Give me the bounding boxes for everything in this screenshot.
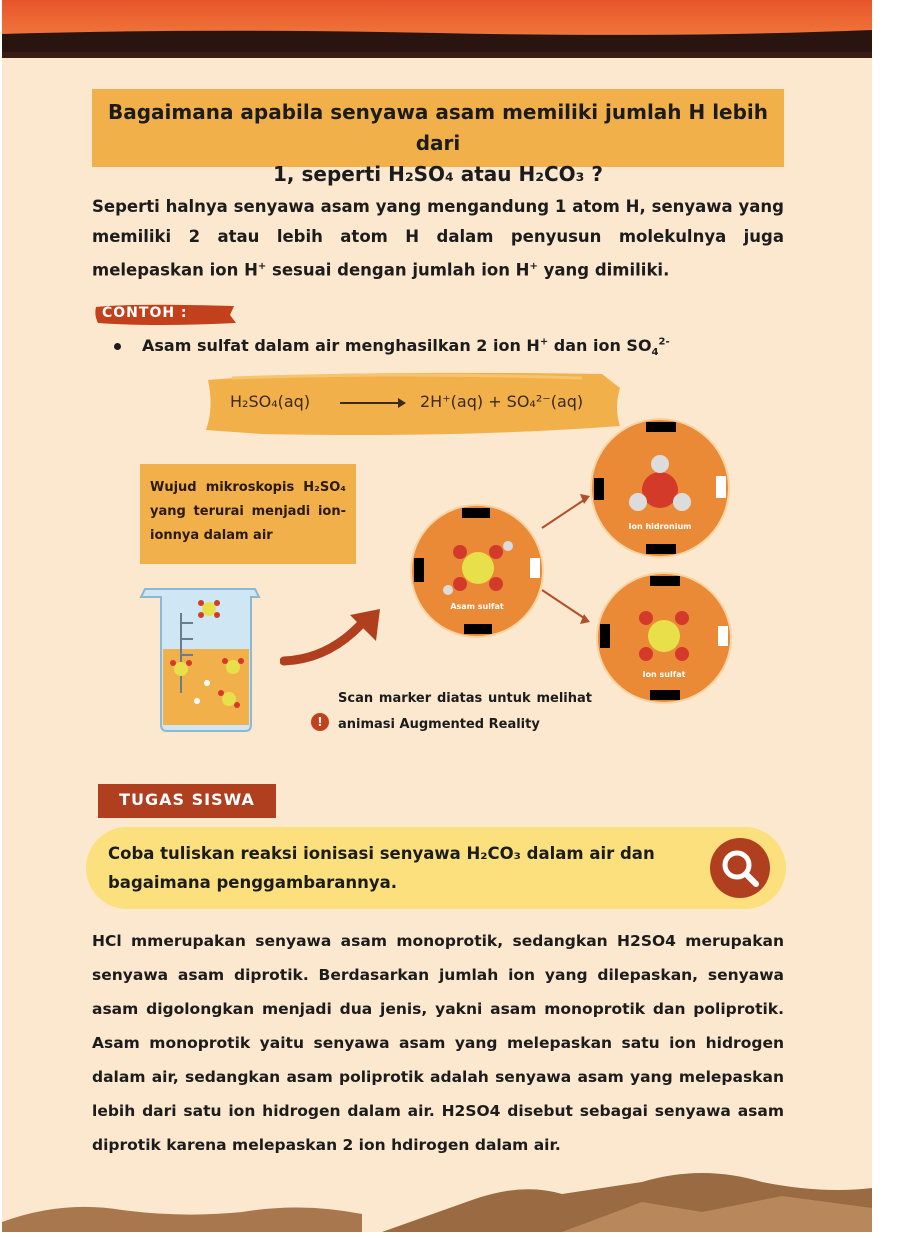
bullet-sup-charge: 2- — [658, 336, 670, 348]
intro-part-2: sesuai dengan jumlah ion H — [266, 260, 530, 280]
bullet-sup-h: + — [539, 336, 549, 348]
hydronium-ion-molecule — [592, 420, 728, 556]
task-suffix: dalam air dan bagaimana penggambarannya. — [108, 844, 655, 892]
ion-sulfat-label: Ion sulfat — [642, 670, 686, 679]
question-box — [92, 89, 784, 186]
bullet-dot — [114, 343, 121, 350]
scan-instruction-text: Scan marker diatas untuk melihat animasi Augmented Reality — [338, 691, 592, 732]
beaker-illustration — [137, 583, 267, 733]
tugas-siswa-header — [98, 784, 276, 818]
bullet-mid-text: dan ion SO — [548, 336, 652, 355]
question-line-2 — [92, 159, 784, 190]
tugas-siswa-label: TUGAS SISWA — [119, 790, 255, 809]
formula-h2co3: H₂CO₃ — [518, 162, 585, 186]
top-decorative-band — [2, 0, 872, 58]
task-prompt-text — [108, 839, 698, 897]
info-icon: ! — [311, 713, 329, 731]
formula-h2so4: H₂SO₄ — [388, 162, 454, 186]
microscopic-description-text: Wujud mikroskopis H₂SO₄ yang terurai menjadi ion-ionnya dalam air — [150, 480, 346, 543]
question-line-2-prefix: 1, seperti — [273, 162, 389, 186]
bullet-main-text: Asam sulfat dalam air menghasilkan 2 ion H — [142, 336, 540, 355]
equation-left: H₂SO₄(aq) — [230, 392, 311, 411]
intro-sup-2: + — [529, 261, 538, 272]
contoh-label: CONTOH : — [102, 305, 188, 321]
task-prompt-pill — [86, 827, 786, 909]
sulfuric-acid-molecule — [412, 506, 542, 636]
question-text — [92, 97, 784, 190]
closing-paragraph: HCl mmerupakan senyawa asam monoprotik, sedangkan H2SO4 merupakan senyawa asam diprotik. Berdasarkan jumlah ion yang dilepaskan, senyawa asam digolongkan menjadi dua jenis, yakni asam monoprotik dan poliprotik. Asam monoprotik yaitu senyawa asam yang melepaskan satu ion hidrogen dalam air, sedangkan asam poliprotik adalah senyawa asam yang melepaskan lebih dari satu ion hidrogen dalam air. H2SO4 disebut sebagai senyawa asam diprotik karena melepaskan 2 ion hdirogen dalam air. — [92, 932, 784, 1154]
intro-part-3: yang dimiliki. — [537, 260, 670, 280]
ion-hidronium-label: Ion hidronium — [628, 522, 692, 531]
dissociation-arrows — [538, 490, 598, 630]
document-page — [2, 0, 872, 1232]
question-line-2-suffix: ? — [584, 162, 603, 186]
bottom-mountain-decoration — [2, 1142, 872, 1232]
task-formula: H₂CO₃ — [466, 844, 521, 863]
intro-sup-1: + — [257, 261, 267, 272]
curved-arrow-icon — [280, 605, 390, 675]
intro-part-1: Seperti halnya senyawa asam yang mengandung 1 atom H, senyawa yang memiliki 2 atau lebih atom H dalam penyusun molekulnya juga melepaskan ion H — [92, 197, 784, 280]
task-prefix: Coba tuliskan reaksi ionisasi senyawa — [108, 844, 467, 863]
ion-hidronium-marker-circle — [592, 420, 728, 556]
reaction-arrow — [340, 402, 404, 404]
question-line-1: Bagaimana apabila senyawa asam memiliki jumlah H lebih dari — [107, 100, 769, 155]
sulfate-ion-molecule — [598, 574, 730, 702]
bullet-sub-4: 4 — [651, 347, 659, 359]
equation-right: 2H⁺(aq) + SO₄²⁻(aq) — [420, 392, 584, 411]
microscopic-description-box — [140, 464, 356, 564]
intro-paragraph — [92, 192, 784, 286]
bullet-text — [142, 336, 670, 358]
ion-sulfat-marker-circle — [598, 574, 730, 702]
search-icon — [710, 838, 770, 898]
search-button[interactable] — [710, 838, 770, 898]
asam-sulfat-label: Asam sulfat — [450, 602, 504, 611]
question-line-2-mid: atau — [453, 162, 519, 186]
asam-sulfat-marker-circle — [412, 506, 542, 636]
